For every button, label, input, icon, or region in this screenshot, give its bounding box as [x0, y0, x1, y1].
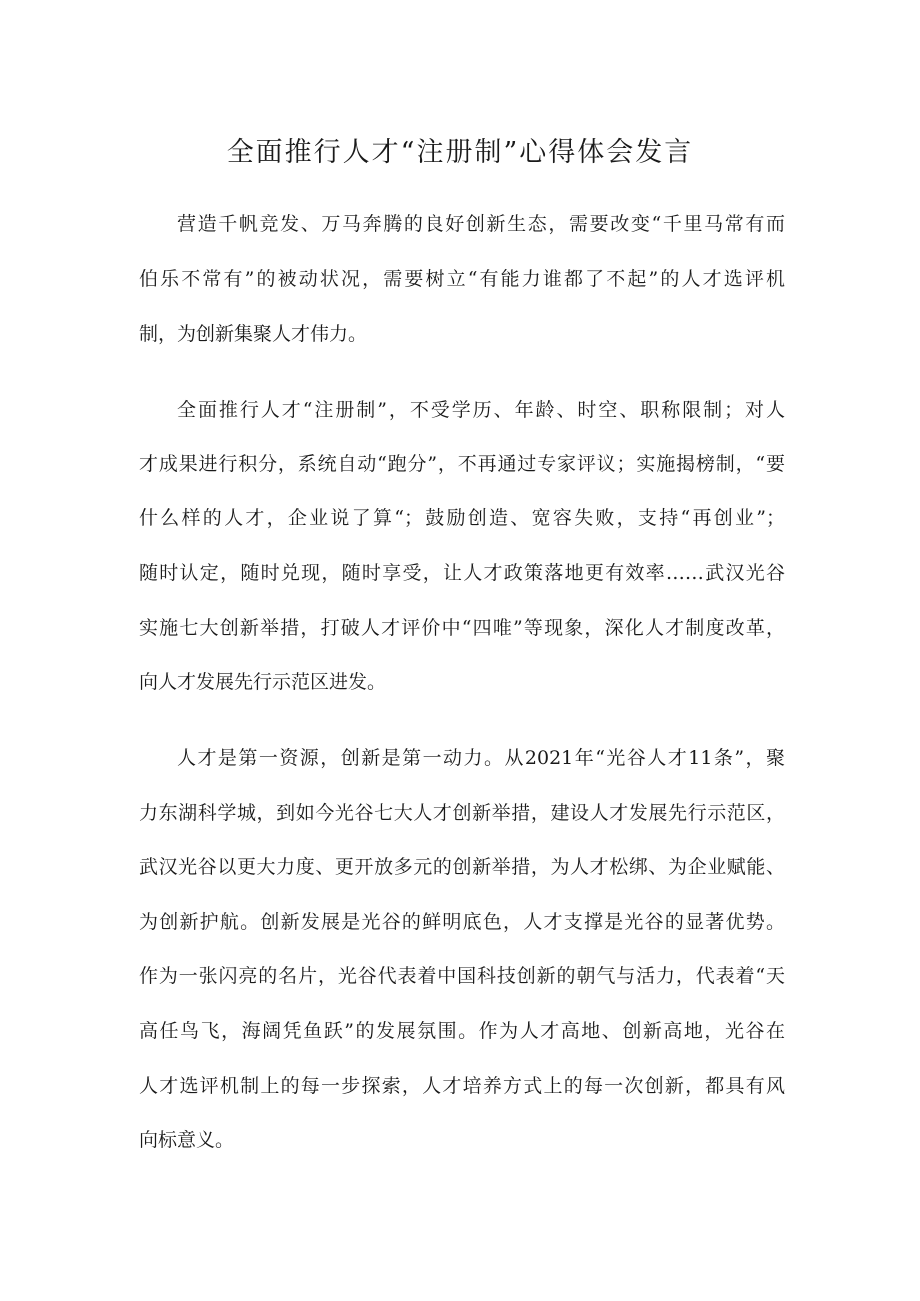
paragraph-line: 向人才发展先行示范区进发。	[139, 671, 387, 693]
paragraph-line: 全面推行人才“注册制”，不受学历、年龄、时空、职称限制；对人	[177, 399, 785, 421]
paragraph-line: 力东湖科学城，到如今光谷七大人才创新举措，建设人才发展先行示范区，	[139, 802, 785, 824]
paragraph-line: 人才是第一资源，创新是第一动力。从2021年“光谷人才11条”，聚	[177, 747, 785, 769]
paragraph-line: 作为一张闪亮的名片，光谷代表着中国科技创新的朝气与活力，代表着“天	[139, 965, 785, 987]
paragraph-line: 高任鸟飞，海阔凭鱼跃”的发展氛围。作为人才高地、创新高地，光谷在	[139, 1020, 785, 1042]
paragraph-line: 实施七大创新举措，打破人才评价中“四唯”等现象，深化人才制度改革，	[139, 617, 785, 639]
paragraph-line: 武汉光谷以更大力度、更开放多元的创新举措，为人才松绑、为企业赋能、	[139, 856, 785, 878]
paragraph-line: 营造千帆竞发、万马奔腾的良好创新生态，需要改变“千里马常有而	[177, 213, 785, 235]
paragraph-line: 为创新护航。创新发展是光谷的鲜明底色，人才支撑是光谷的显著优势。	[139, 911, 785, 933]
paragraph-line: 向标意义。	[139, 1129, 235, 1151]
paragraph-line: 制，为创新集聚人才伟力。	[139, 323, 368, 345]
paragraph-line: 伯乐不常有”的被动状况，需要树立“有能力谁都了不起”的人才选评机	[139, 268, 785, 290]
paragraph-line: 什么样的人才，企业说了算“；鼓励创造、宽容失败，支持“再创业”；	[139, 507, 785, 529]
document-title: 全面推行人才“注册制”心得体会发言	[226, 137, 694, 168]
paragraph-line: 随时认定，随时兑现，随时享受，让人才政策落地更有效率……武汉光谷	[139, 562, 785, 584]
paragraph-line: 才成果进行积分，系统自动“跑分”，不再通过专家评议；实施揭榜制，“要	[139, 453, 785, 475]
paragraph-line: 人才选评机制上的每一步探索，人才培养方式上的每一次创新，都具有风	[139, 1075, 785, 1097]
